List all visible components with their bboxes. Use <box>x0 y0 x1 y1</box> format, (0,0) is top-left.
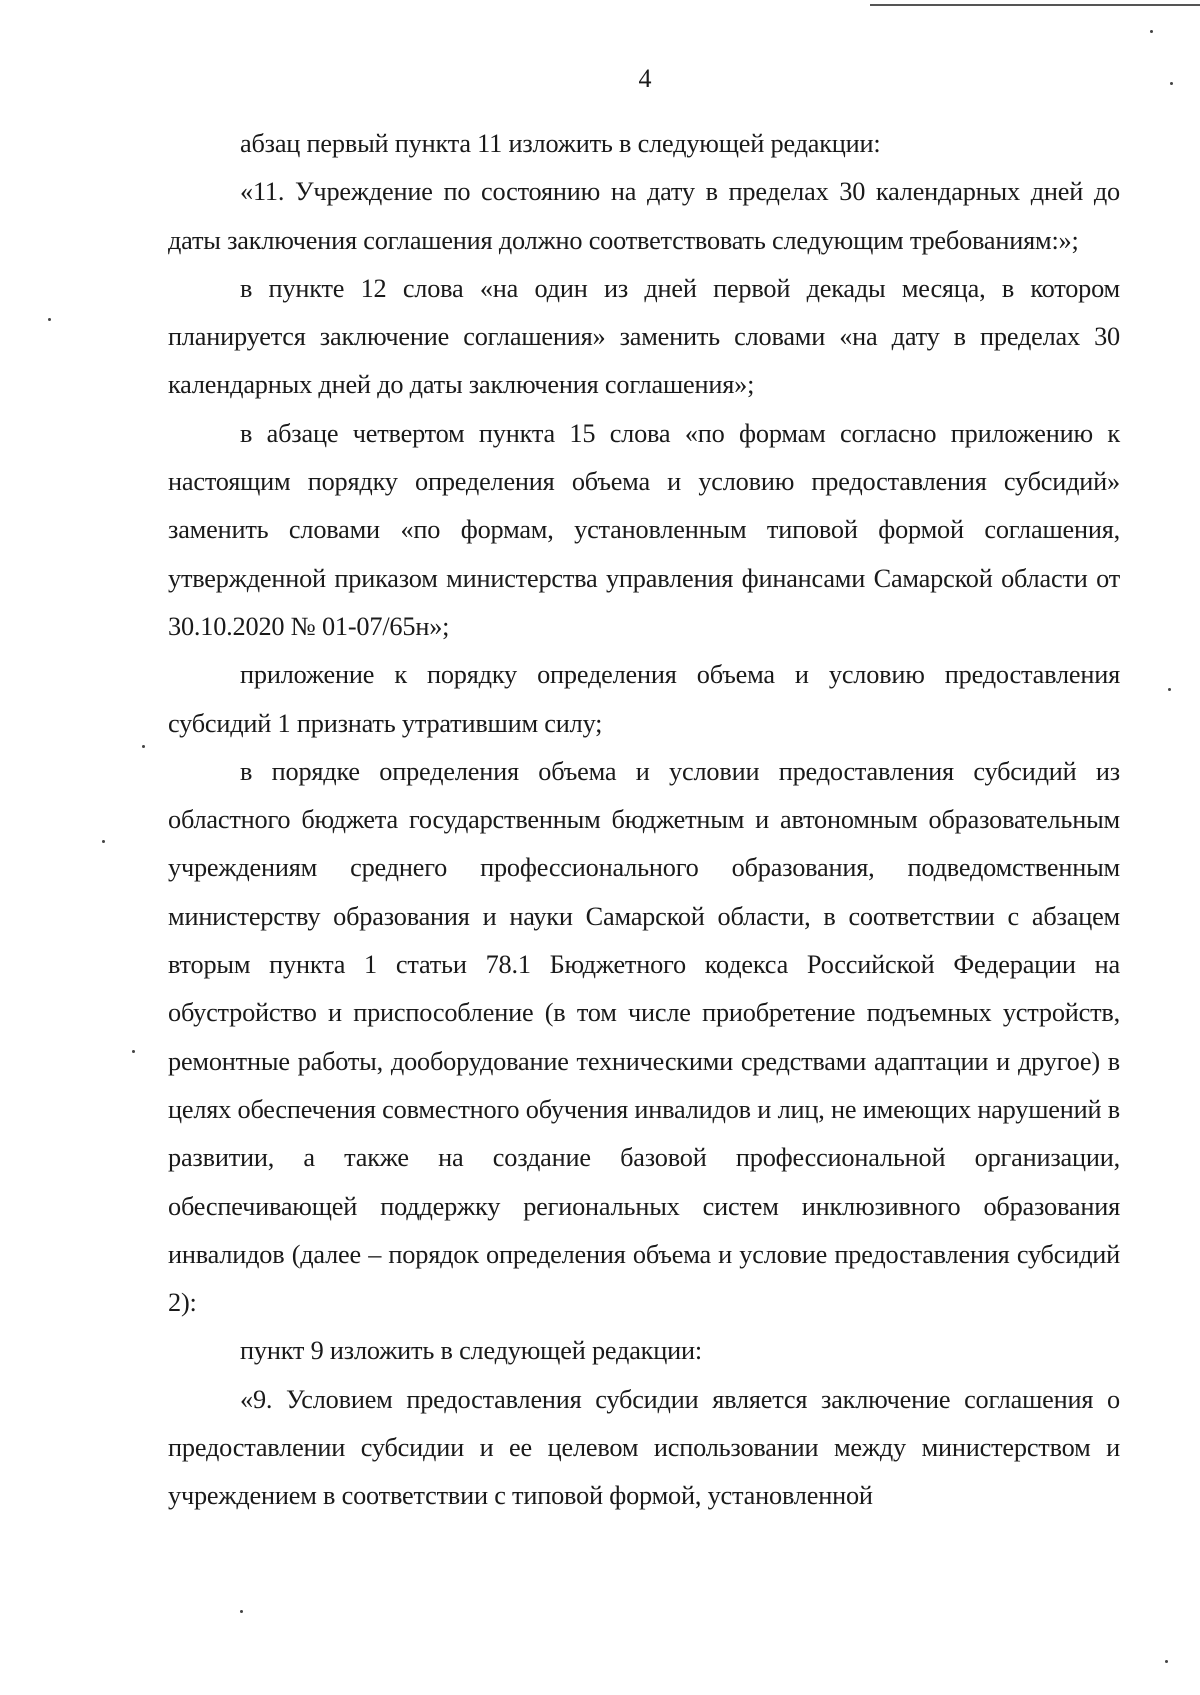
paragraph-7: пункт 9 изложить в следующей редакции: <box>240 1336 702 1366</box>
paragraph-6: в порядке определения объема и условии предоставления субсидий из областного бюджета государственным бюджетным и автономным образовательным учреждениям среднего профессионального образования, подведомственным министерству образования и науки Самарской области, в соответствии с абзацем вторым пункта 1 статьи 78.1 Бюджетного кодекса Российской Федерации на обустройство и приспособление (в том числе приобретение подъемных устройств, ремонтные работы, дооборудование техническими средствами адаптации и другое) в целях обеспечения совместного обучения инвалидов и лиц, не имеющих нарушений в развитии, а также на создание базовой профессиональной организации, обеспечивающей поддержку региональных систем инклюзивного образования инвалидов (далее – порядок определения объема и условие предоставления субсидий 2): <box>168 756 1120 1318</box>
scan-speck <box>1165 1660 1168 1663</box>
scan-speck <box>240 1610 243 1613</box>
page-number: 4 <box>638 64 652 93</box>
scan-speck <box>132 1050 135 1053</box>
scan-speck <box>102 840 105 843</box>
scan-speck <box>48 318 51 321</box>
paragraph-2: «11. Учреждение по состоянию на дату в пределах 30 календарных дней до даты заключения соглашения должно соответствовать следующим требованиям:»; <box>168 177 1120 255</box>
paragraph-5: приложение к порядку определения объема и условию предоставления субсидий 1 признать утратившим силу; <box>168 660 1120 738</box>
scan-speck <box>1170 82 1173 85</box>
scan-speck <box>1168 688 1171 691</box>
paragraph-3: в пункте 12 слова «на один из дней первой декады месяца, в котором планируется заключение соглашения» заменить словами «на дату в пределах 30 календарных дней до даты заключения соглашения»; <box>168 273 1120 400</box>
paragraph-4: в абзаце четвертом пункта 15 слова «по формам согласно приложению к настоящим порядку определения объема и условию предоставления субсидий» заменить словами «по формам, установленным типовой формой соглашения, утвержденной приказом министерства управления финансами Самарской области от 30.10.2020 № 01-07/65н»; <box>168 418 1120 641</box>
document-body <box>168 120 1120 1521</box>
scan-edge-line <box>870 4 1200 6</box>
paragraph-1: абзац первый пункта 11 изложить в следующей редакции: <box>240 129 881 158</box>
scan-speck <box>142 745 145 748</box>
scan-speck <box>1150 30 1153 33</box>
paragraph-8: «9. Условием предоставления субсидии является заключение соглашения о предоставлении субсидии и ее целевом использовании между министерством и учреждением в соответствии с типовой формой, установленной <box>168 1384 1120 1511</box>
